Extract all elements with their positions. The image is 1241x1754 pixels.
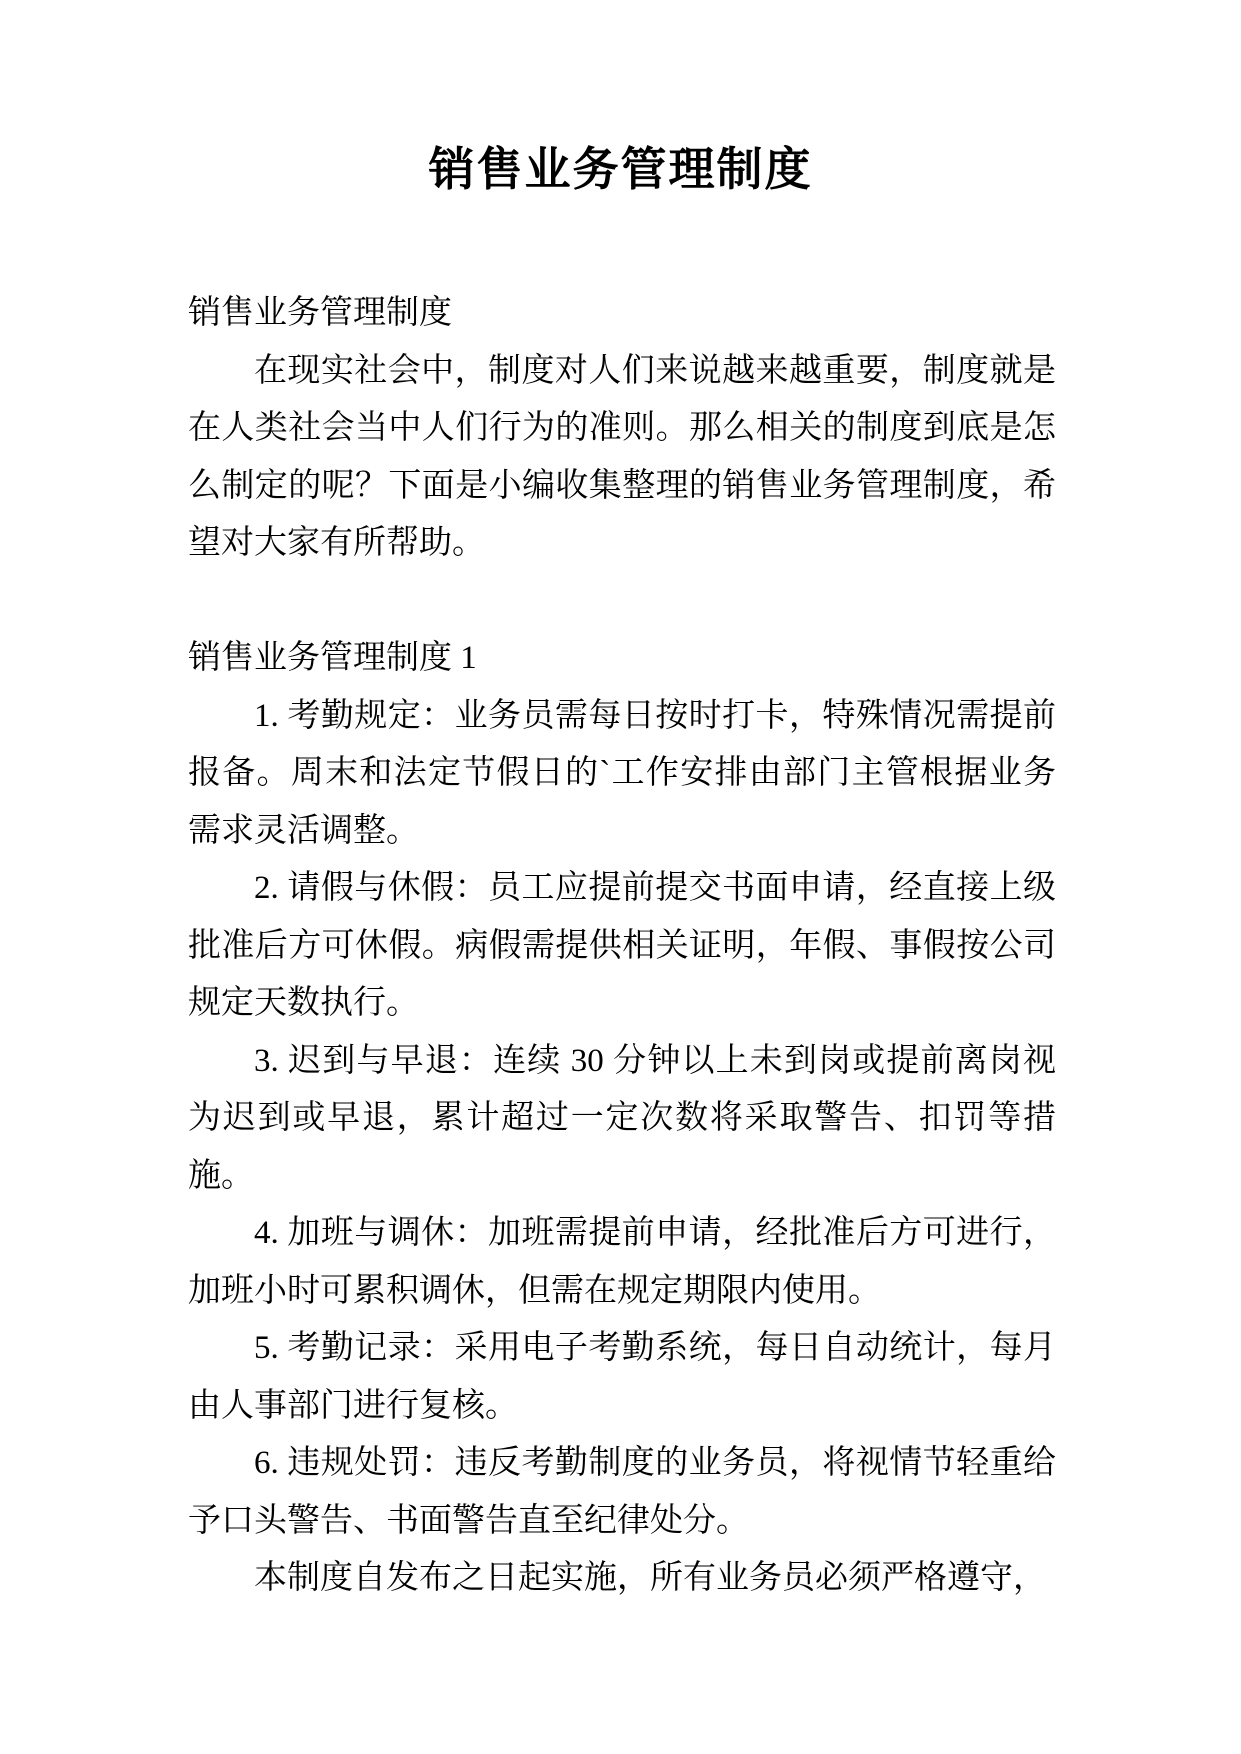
paragraph: 在现实社会中，制度对人们来说越来越重要，制度就是在人类社会当中人们行为的准则。那么相关的制度到底是怎么制定的呢？下面是小编收集整理的销售业务管理制度，希望对大家有所帮助。: [188, 352, 1056, 561]
document-title: 销售业务管理制度: [428, 144, 813, 195]
paragraph: 1. 考勤规定：业务员需每日按时打卡，特殊情况需提前报备。周末和法定节假日的`工作安排由部门主管根据业务需求灵活调整。: [188, 697, 1056, 849]
paragraph: 2. 请假与休假：员工应提前提交书面申请，经直接上级批准后方可休假。病假需提供相关证明，年假、事假按公司规定天数执行。: [188, 870, 1056, 1021]
document-body: [188, 285, 1056, 1608]
paragraph: 本制度自发布之日起实施，所有业务员必须严格遵守，: [254, 1560, 1046, 1596]
paragraph: 4. 加班与调休：加班需提前申请，经批准后方可进行，加班小时可累积调休，但需在规定期限内使用。: [188, 1215, 1056, 1309]
paragraph: 5. 考勤记录：采用电子考勤系统，每日自动统计，每月由人事部门进行复核。: [188, 1330, 1056, 1424]
blank-line: [188, 573, 1056, 631]
paragraph: 销售业务管理制度: [188, 295, 452, 331]
paragraph: 3. 迟到与早退：连续 30 分钟以上未到岗或提前离岗视为迟到或早退，累计超过一定次数将采取警告、扣罚等措施。: [188, 1042, 1056, 1194]
paragraph: 销售业务管理制度 1: [188, 640, 477, 676]
paragraph: 6. 违规处罚：违反考勤制度的业务员，将视情节轻重给予口头警告、书面警告直至纪律处分。: [188, 1445, 1056, 1539]
